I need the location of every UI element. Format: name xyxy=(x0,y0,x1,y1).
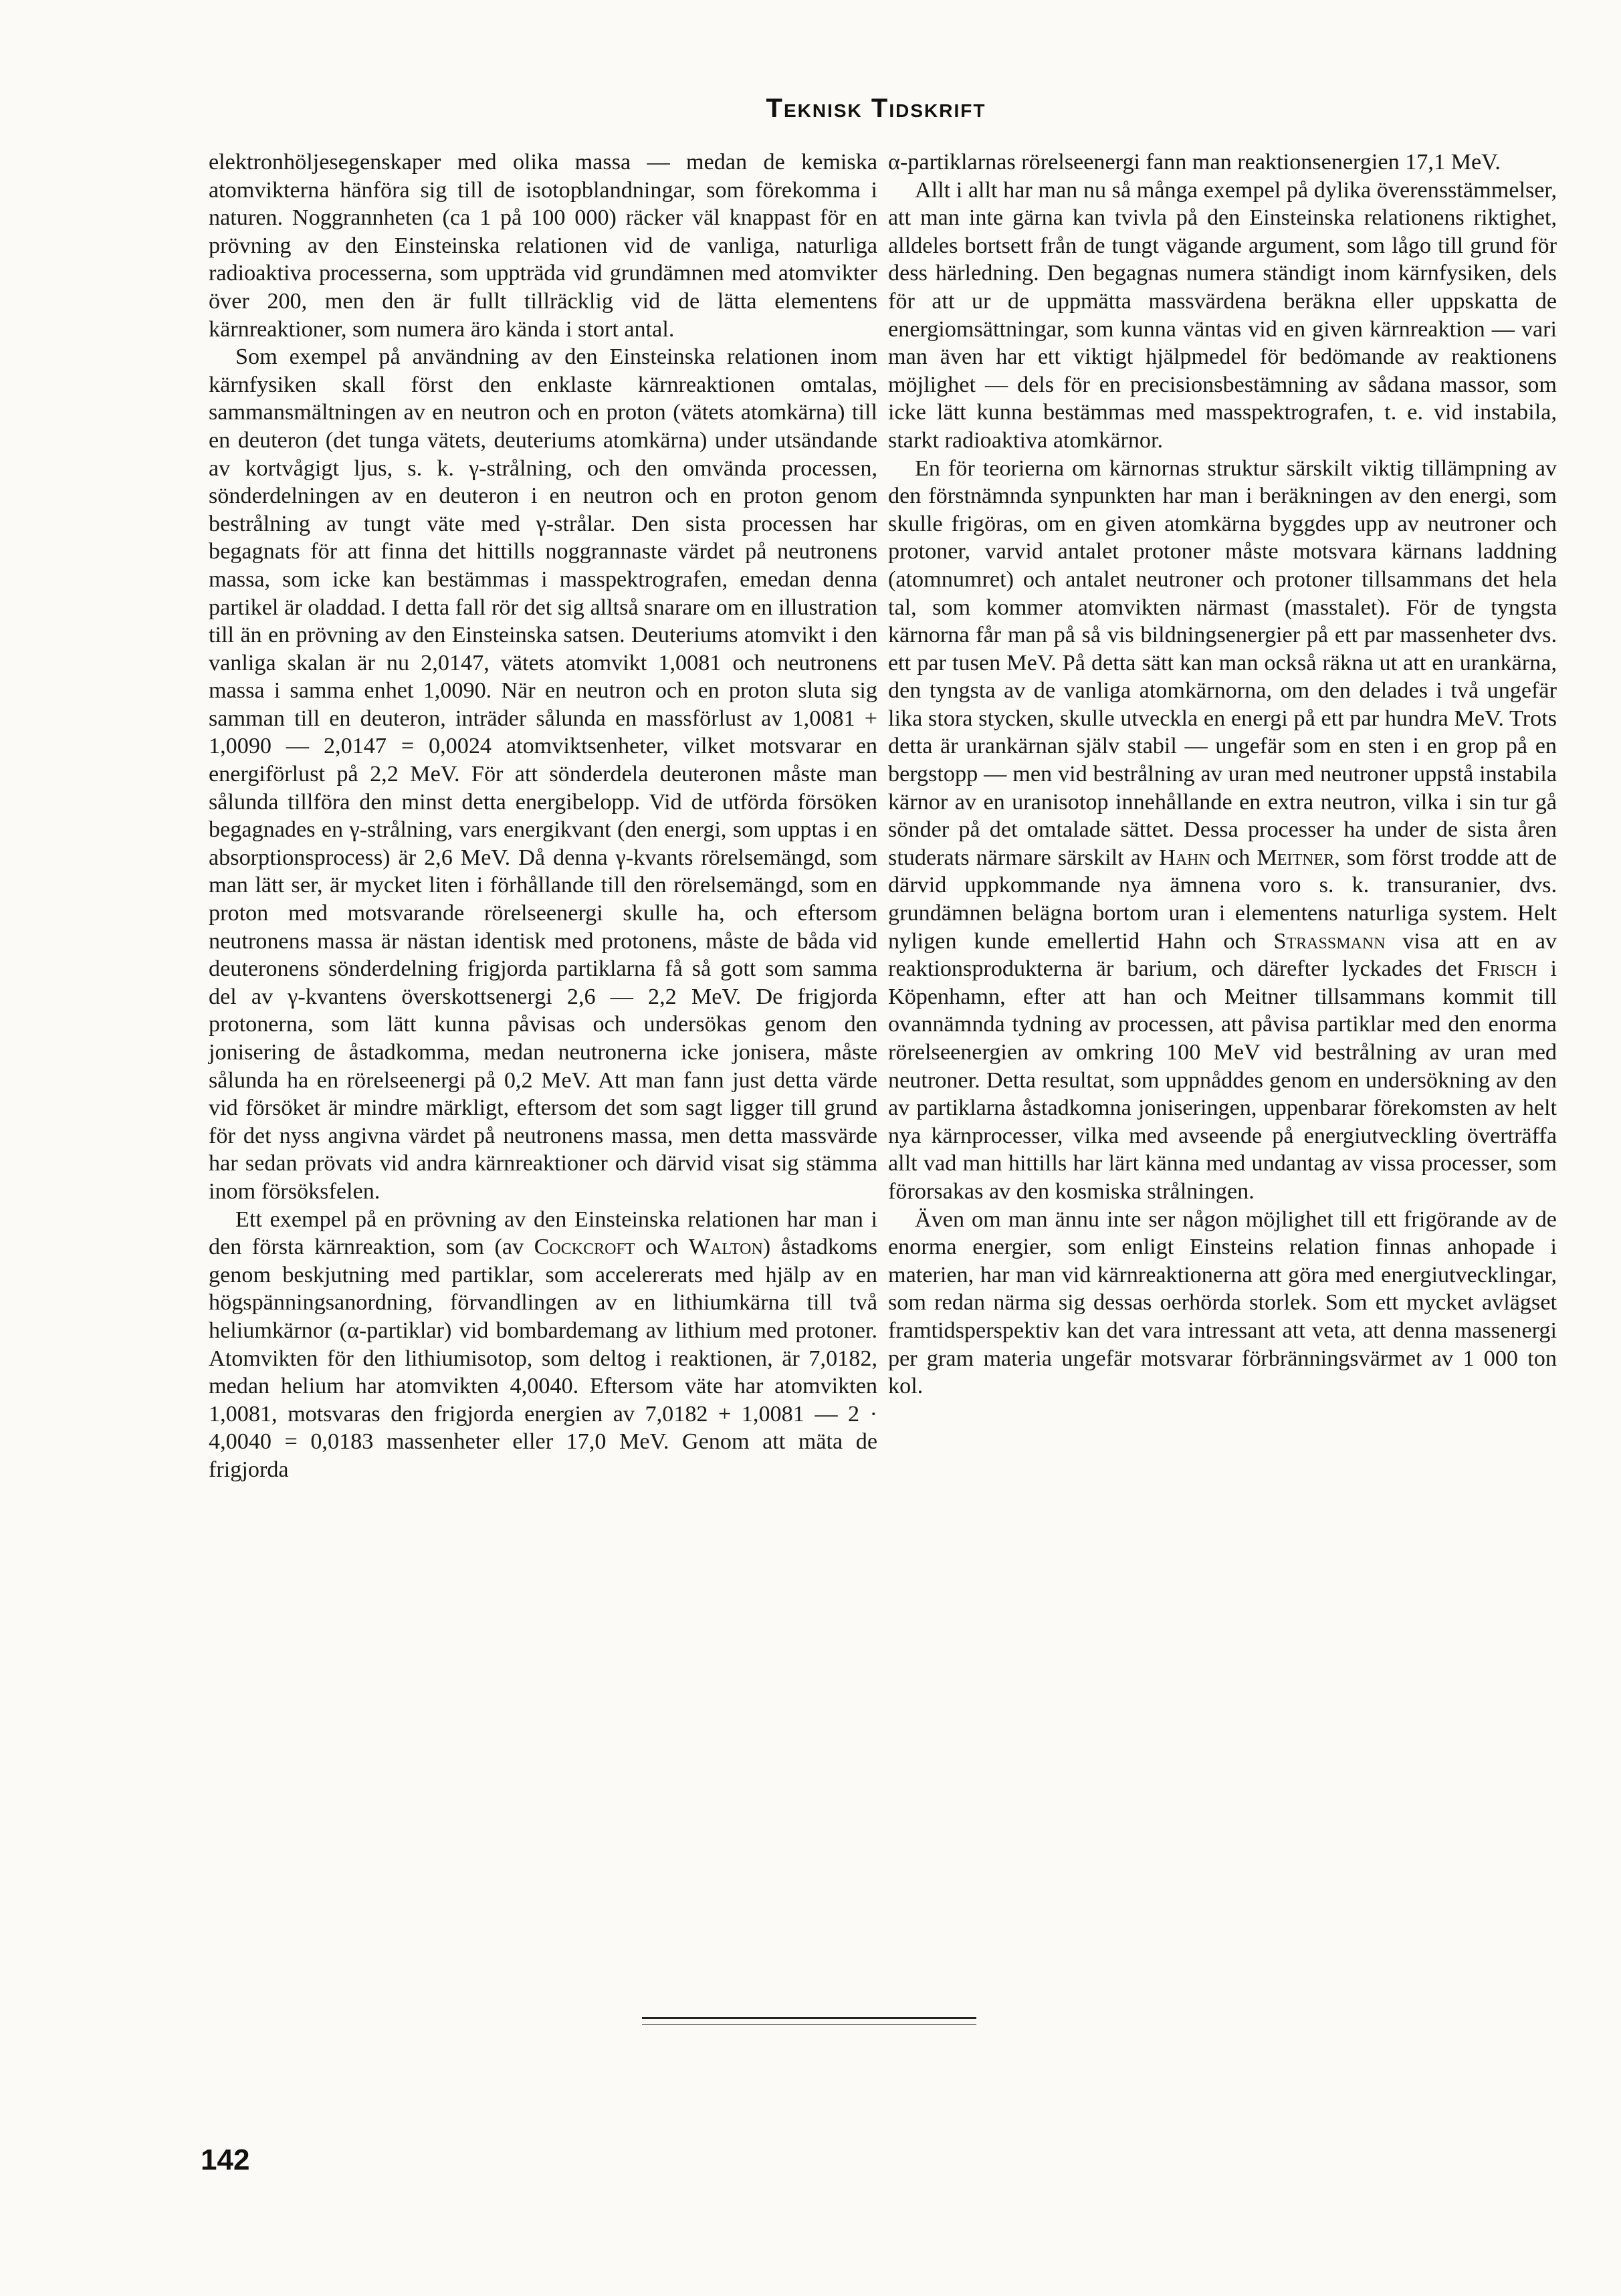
text-run: Ett exempel på en prövning av den Einsteinska relationen har man i den första kärnreaktion, som (av xyxy=(209,1207,877,1260)
paragraph xyxy=(888,455,1557,1206)
author-name: Meitner xyxy=(1257,845,1335,870)
paragraph: Som exempel på användning av den Einsteinska relationen inom kärnfysiken skall först den enklaste kärnreaktionen omtalas, sammansmältningen av en neutron och en proton (vätets atomkärna) till en deuteron (det tunga vätets, deuteriums atomkärna) under utsändande av kortvågigt ljus, s. k. γ-strålning, och den omvända processen, sönderdelningen av en deuteron i en neutron och en proton genom bestrålning av tungt väte med γ-strålar. Den sista processen har begagnats för att finna det hittills noggrannaste värdet på neutronens massa, som icke kan bestämmas i masspektrografen, emedan denna partikel är oladdad. I detta fall rör det sig alltså snarare om en illustration till än en prövning av den Einsteinska satsen. Deuteriums atomvikt i den vanliga skalan är nu 2,0147, vätets atomvikt 1,0081 och neutronens massa i samma enhet 1,0090. När en neutron och en proton sluta sig samman till en deuteron, inträder sålunda en massförlust av 1,0081 + 1,0090 — 2,0147 = 0,0024 atomviktsenheter, vilket motsvarar en energiförlust på 2,2 MeV. För att sönderdela deuteronen måste man sålunda tillföra den minst detta energibelopp. Vid de utförda försöken begagnades en γ-strålning, vars energikvant (den energi, som upptas i en absorptionsprocess) är 2,6 MeV. Då denna γ-kvants rörelsemängd, som man lätt ser, är mycket liten i förhållande till den rörelsemängd, som en proton med motsvarande rörelseenergi skulle ha, och eftersom neutronens massa är nästan identisk med protonens, måste de båda vid deuteronens sönderdelning frigjorda partiklarna få så gott som samma del av γ-kvantens överskottsenergi 2,6 — 2,2 MeV. De frigjorda protonerna, som lätt kunna påvisas och undersökas genom den jonisering de åstadkomma, medan neutronerna icke jonisera, måste sålunda ha en rörelseenergi på 0,2 MeV. Att man fann just detta värde vid försöket är mindre märkligt, eftersom det som sagt ligger till grund för det nyss angivna värdet på neutronens massa, men detta massvärde har sedan prövats vid andra kärnreaktioner och därvid visat sig stämma inom försöksfelen. xyxy=(209,344,877,1204)
text-run: och xyxy=(1210,845,1257,870)
end-rule xyxy=(642,2017,976,2025)
paragraph: α-partiklarnas rörelseenergi fann man reaktionsenergien 17,1 MeV. xyxy=(888,150,1501,175)
text-run: ) åstadkoms genom beskjutning med partiklar, som accelererats med hjälp av en högspänningsanordning, förvandlingen av en lithiumkärna till två heliumkärnor (α-partiklar) vid bombardemang av lithium med protoner. Atomvikten för den lithiumisotop, som deltog i reaktionen, är 7,0182, medan helium har atomvikten 4,0040. Eftersom väte har atomvikten 1,0081, motsvaras den frigjorda energien av 7,0182 + 1,0081 — 2 · 4,0040 = 0,0183 massenheter eller 17,0 MeV. Genom att mäta de frigjorda xyxy=(209,1235,877,1482)
text-run: i Köpenhamn, efter att han och Meitner tillsammans kommit till ovannämnda tydning av processen, att påvisa partiklar med den enorma rörelseenergien av omkring 100 MeV vid bestrålning av uran med neutroner. Detta resultat, som uppnåddes genom en undersökning av den av partiklarna åstadkomna joniseringen, uppenbarar förekomsten av helt nya kärnprocesser, vilka med avseende på energiutveckling överträffa allt vad man hittills har lärt känna med undantag av vissa processer, som förorsakas av den kosmiska strålningen. xyxy=(888,956,1557,1204)
author-name: Frisch xyxy=(1477,956,1537,982)
text-run: En för teorierna om kärnornas struktur särskilt viktig tillämpning av den förstnämnda synpunkten har man i beräkningen av den energi, som skulle frigöras, om en given atomkärna byggdes upp av neutroner och protoner, varvid antalet protoner måste motsvara kärnans laddning (atomnumret) och antalet neutroner och protoner tillsammans det hela tal, som kommer atomvikten närmast (masstalet). För de tyngsta kärnorna får man på så vis bildningsenergier på ett par massenheter dvs. ett par tusen MeV. På detta sätt kan man också räkna ut att en urankärna, den tyngsta av de vanliga atomkärnorna, om den delades i två ungefär lika stora stycken, skulle utveckla en energi på ett par hundra MeV. Trots detta är urankärnan själv stabil — ungefär som en sten i en grop på en bergstopp — men vid bestrålning av uran med neutroner uppstå instabila kärnor av en uranisotop innehållande en extra neutron, vilka i sin tur gå sönder på det omtalade sättet. Dessa processer ha under de sista åren studerats närmare särskilt av xyxy=(888,455,1557,870)
left-column xyxy=(209,148,877,1484)
right-column xyxy=(888,148,1557,1400)
paragraph: Allt i allt har man nu så många exempel på dylika överensstämmelser, att man inte gärna kan tvivla på den Einsteinska relationens riktighet, alldeles bortsett från de tungt vägande argument, som lågo till grund för dess härledning. Den begagnas numera ständigt inom kärnfysiken, dels för att ur de uppmätta massvärdena beräkna eller uppskatta de energiomsättningar, som kunna väntas vid en given kärnreaktion — vari man även har ett viktigt hjälpmedel för bedömande av reaktionens möjlighet — dels för en precisionsbestämning av sådana massor, som icke lätt kunna bestämmas med masspektrografen, t. e. vid instabila, starkt radioaktiva atomkärnor. xyxy=(888,177,1557,453)
page-number: 142 xyxy=(201,2144,250,2176)
text-run: , som först trodde att de därvid uppkommande nya ämnena voro s. k. transuranier, dvs. grundämnen belägna bortom uran i elementens naturliga system. Helt nyligen kunde emellertid Hahn och xyxy=(888,845,1557,954)
paragraph: elektronhöljesegenskaper med olika massa — medan de kemiska atomvikterna hänföra sig till de isotopblandningar, som förekomma i naturen. Noggrannheten (ca 1 på 100 000) räcker väl knappast för en prövning av den Einsteinska relationen vid de vanliga, naturliga radioaktiva processerna, som uppträda vid grundämnen med atomvikter över 200, men den är fullt tillräcklig vid de lätta elementens kärnreaktioner, som numera äro kända i stort antal. xyxy=(209,150,877,342)
author-name: Hahn xyxy=(1159,845,1210,870)
text-run: visa att en av reaktionsprodukterna är barium, och därefter lyckades det xyxy=(888,928,1557,982)
journal-title: Teknisk Tidskrift xyxy=(766,94,986,123)
paragraph xyxy=(209,1206,877,1484)
author-name: Strassmann xyxy=(1273,928,1386,954)
paragraph: Även om man ännu inte ser någon möjlighet till ett frigörande av de enorma energier, som enligt Einsteins relation finnas anhopade i materien, har man vid kärnreaktionerna att göra med energiutvecklingar, som redan närma sig dessas oerhörda storlek. Som ett mycket avlägset framtidsperspektiv kan det vara intressant att veta, att denna massenergi per gram materia ungefär motsvarar förbränningsvärmet av 1 000 ton kol. xyxy=(888,1207,1557,1399)
text-run: och xyxy=(635,1235,689,1260)
author-name: Cockcroft xyxy=(534,1235,635,1260)
author-name: Walton xyxy=(688,1235,763,1260)
